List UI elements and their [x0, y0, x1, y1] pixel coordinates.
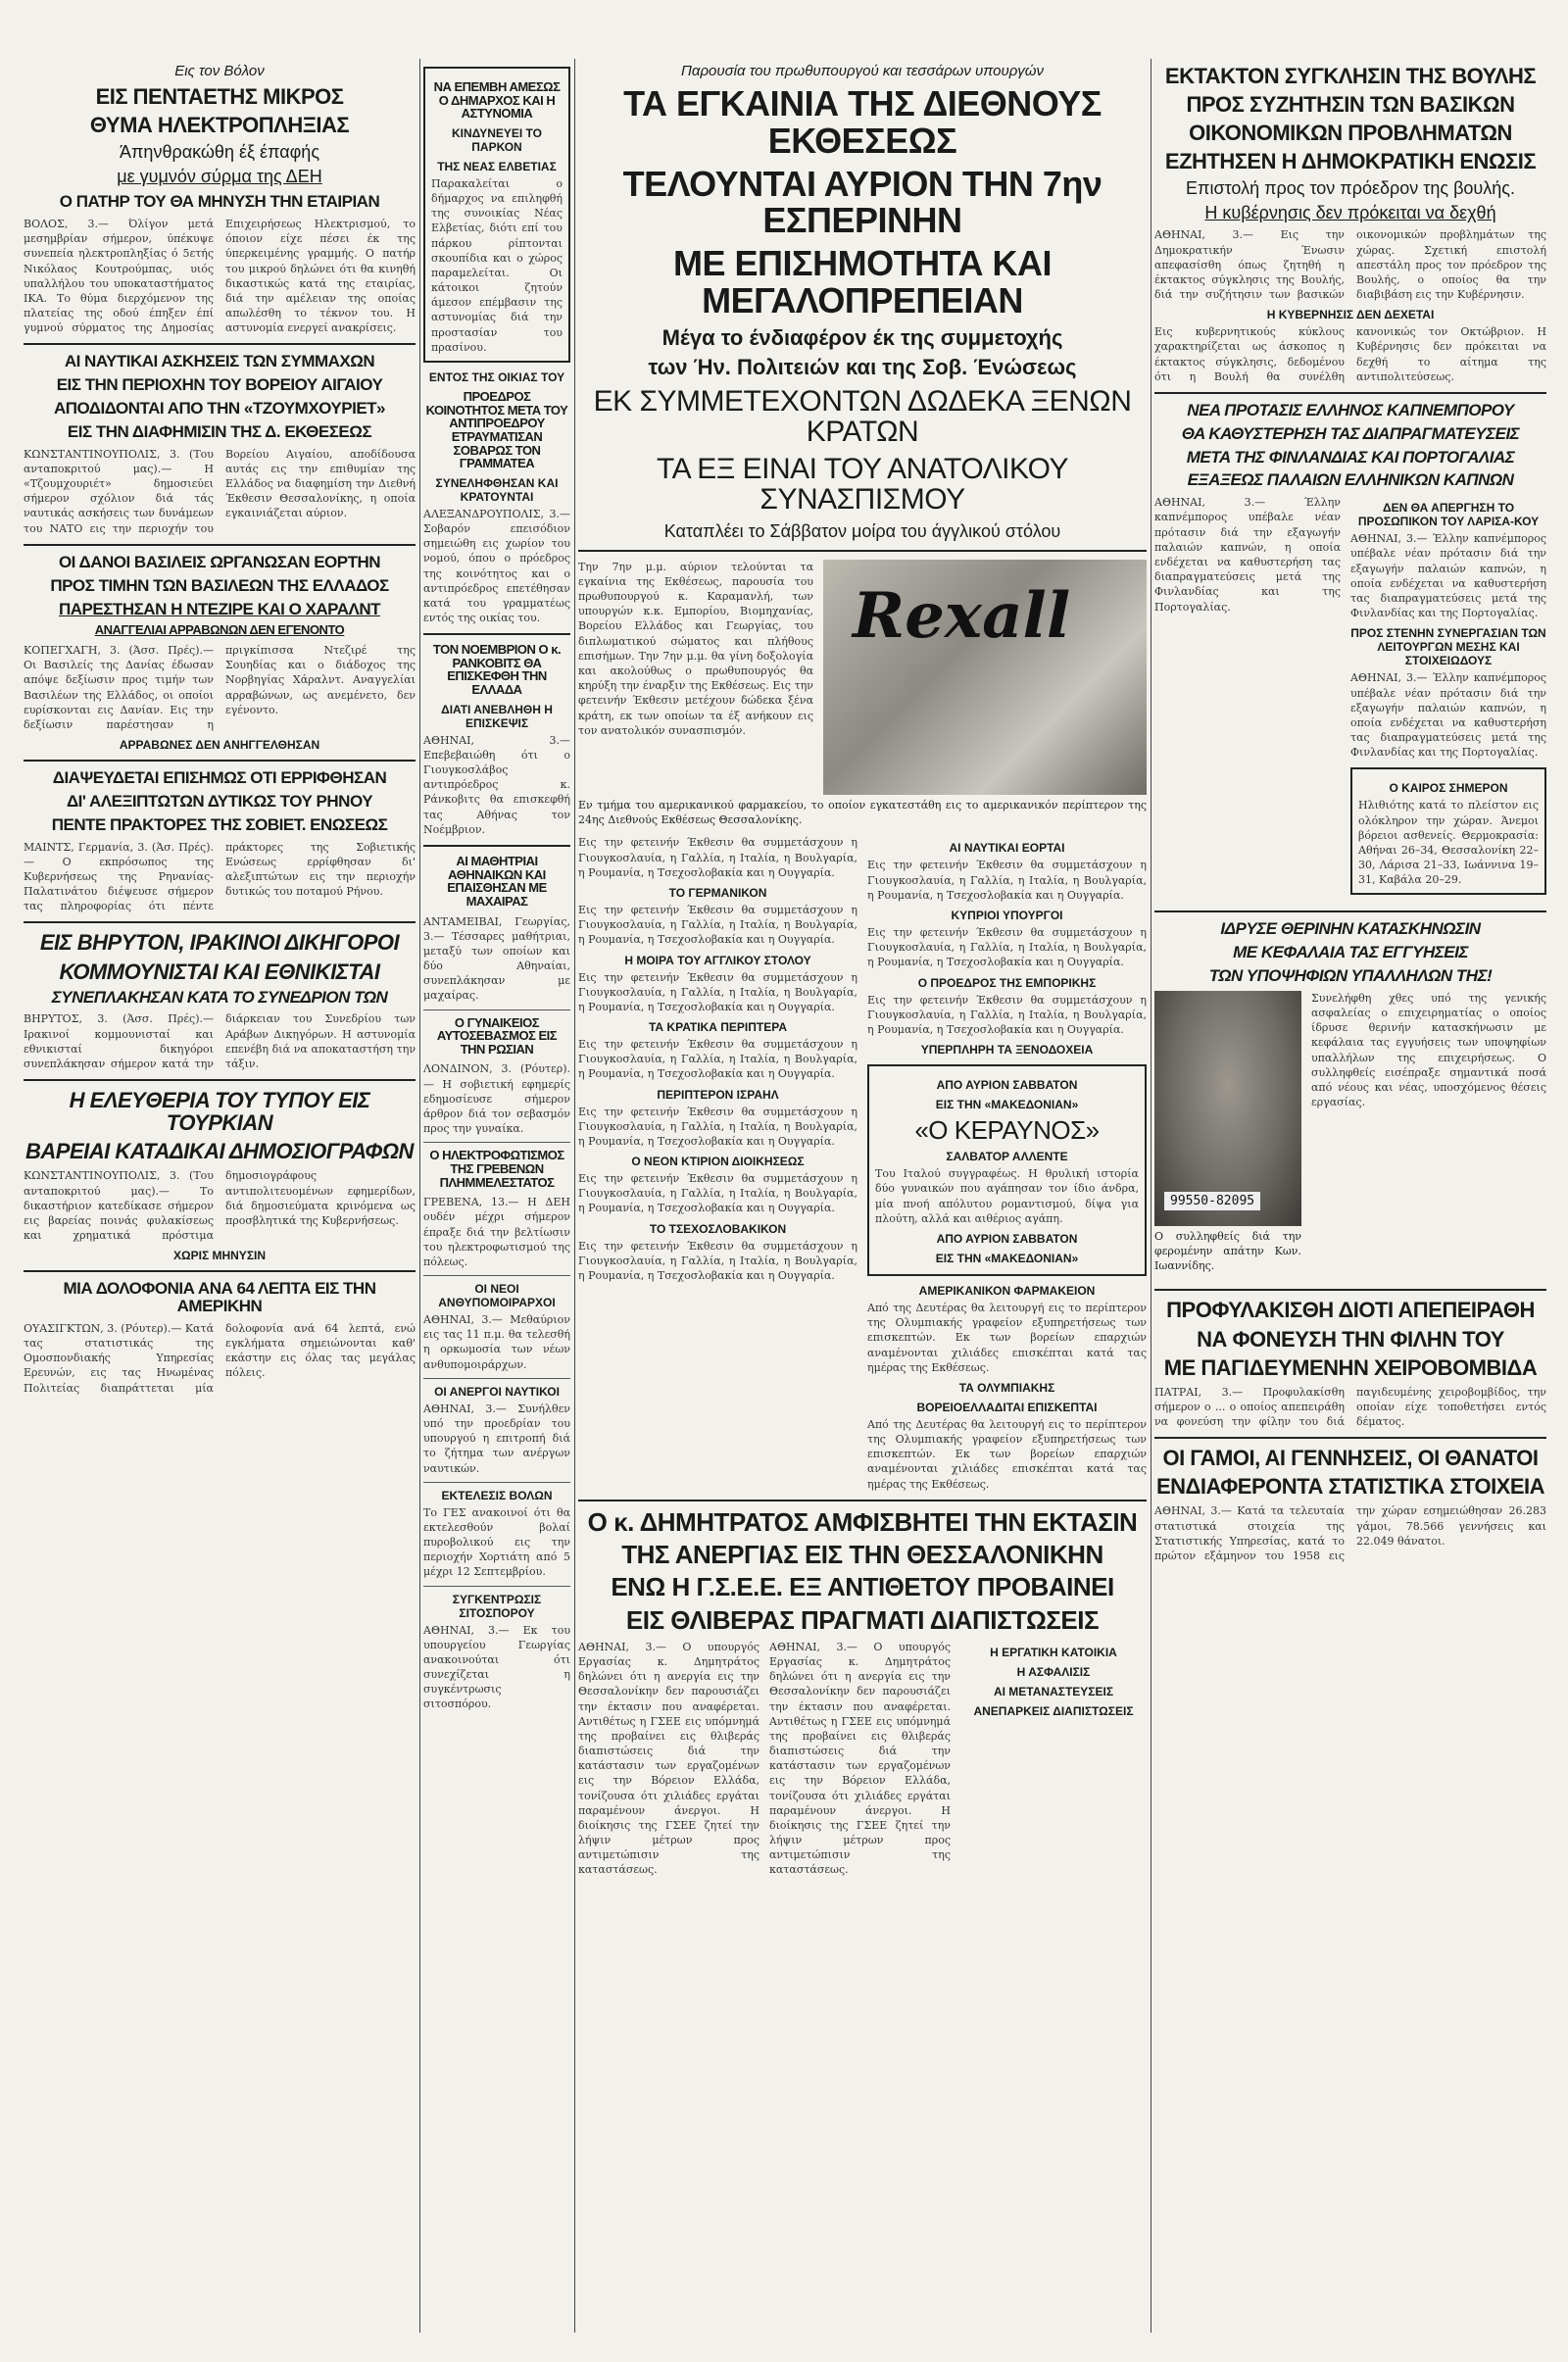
subheading: Ο ΠΡΟΕΔΡΟΣ ΤΗΣ ΕΜΠΟΡΙΚΗΣ: [917, 975, 1097, 990]
headline: ΙΔΡΥΣΕ ΘΕΡΙΝΗΝ ΚΑΤΑΣΚΗΝΩΣΙΝ: [1220, 919, 1481, 939]
article-kicker: Παρουσία του πρωθυπουργού και τεσσάρων υπουργών: [681, 63, 1044, 79]
headline: ΑΙ ΝΑΥΤΙΚΑΙ ΑΣΚΗΣΕΙΣ ΤΩΝ ΣΥΜΜΑΧΩΝ: [64, 352, 375, 371]
narrow-column: [423, 59, 570, 2333]
article-body: Εις την φετεινήν Έκθεσιν θα συμμετάσχουν η Γιουγκοσλαυία, η Γαλλία, η Ιταλία, η Βουλγαρία, η Ρουμανία, η Τσεχοσλοβακία και η Ουγγαρία.: [578, 1172, 858, 1215]
rexall-sign: Rexall: [853, 578, 1071, 653]
divider: [24, 1079, 416, 1081]
right-column: [1154, 59, 1546, 2333]
subheading: Ο ΝΕΟΝ ΚΤΙΡΙΟΝ ΔΙΟΙΚΗΣΕΩΣ: [631, 1155, 805, 1169]
deck: Καταπλέει το Σάββατον μοίρα του άγγλικού στόλου: [663, 520, 1061, 541]
divider: [423, 845, 570, 847]
headline: ΕΚ ΣΥΜΜΕΤΕΧΟΝΤΩΝ ΔΩΔΕΚΑ ΞΕΝΩΝ ΚΡΑΤΩΝ: [593, 384, 1132, 449]
article-body: Από της Δευτέρας θα λειτουργή εις το περίπτερον της Ολυμπιακής γραφείον εξυπηρετήσεως των επισκεπτών. Εκ των βορείων επαρχιών αναμένονται χιλιάδες επισκέπται κατά τας ημέρας της Εκθέσεως.: [867, 1302, 1147, 1374]
deck: Άπηνθρακώθη έξ έπαφής: [120, 142, 319, 163]
article-body: ΑΘΗΝΑΙ, 3.— Συνήλθεν υπό την προεδρίαν του υπουργού η επιτροπή διά το ζήτημα των ανέργων ναυτικών.: [423, 1402, 570, 1475]
serial-announcement: [867, 1064, 1147, 1276]
headline: ΕΞΑΞΕΩΣ ΠΑΛΑΙΩΝ ΕΛΛΗΝΙΚΩΝ ΚΑΠΝΩΝ: [1187, 470, 1514, 490]
headline: ΝΕΑ ΠΡΟΤΑΣΙΣ ΕΛΛΗΝΟΣ ΚΑΠΝΕΜΠΟΡΟΥ: [1187, 400, 1514, 419]
subheading: ΑΙ ΜΕΤΑΝΑΣΤΕΥΣΕΙΣ: [993, 1684, 1114, 1698]
sub-column: [960, 1640, 1147, 1878]
suspect-photo: [1154, 991, 1301, 1226]
headline: ΕΙΣ ΘΛΙΒΕΡΑΣ ΠΡΑΓΜΑΤΙ ΔΙΑΠΙΣΤΩΣΕΙΣ: [625, 1604, 1100, 1635]
divider: [24, 544, 416, 546]
article-body: ΟΥΑΣΙΓΚΤΩΝ, 3. (Ρόυτερ).— Κατά τας στατιστικάς της Ομοσπονδιακής Υπηρεσίας Ερευνών, εις τας Ηνωμένας Πολιτείας διαπράττεται μία δολοφονία ανά 64 λεπτά, ενώ εγκλήματα σημειώνονται καθ' εκάστην εις όλας τας μεγάλας πόλεις.: [24, 1321, 416, 1395]
subheading: ΔΕΝ ΘΑ ΑΠΕΡΓΗΣΗ ΤΟ ΠΡΟΣΩΠΙΚΟΝ ΤΟΥ ΛΑΡΙΣΑ-ΚΟΥ: [1357, 501, 1540, 529]
boxed-item: [423, 67, 570, 363]
unemployment-story: [578, 1640, 1147, 1878]
headline: ΕΖΗΤΗΣΕΝ Η ΔΗΜΟΚΡΑΤΙΚΗ ΕΝΩΣΙΣ: [1164, 149, 1537, 174]
article-body: ΑΘΗΝΑΙ, 3.— Κατά τα τελευταία στατιστικά στοιχεία της Στατιστικής Υπηρεσίας, κατά το πρώτον εξάμηνον του 1958 εις την χώραν εσημειώθησαν 26.283 γάμοι, 78.566 γεννήσεις και 22.049 θάνατοι.: [1154, 1504, 1546, 1562]
divider: [423, 1142, 570, 1143]
article-body: ΜΑΙΝΤΣ, Γερμανία, 3. (Άσ. Πρές).— Ο εκπρόσωπος της Κυβερνήσεως της Ρηνανίας-Παλατινάτου διέψευσε σήμερον τας πληροφορίας ότι πέντε πράκτορες της Σοβιετικής Ενώσεως ερρίφθησαν δι' αλεξιπτώτων εις την περιοχήν δυτικώς του ποταμού Ρήνου.: [24, 840, 416, 913]
headline: ΜΙΑ ΔΟΛΟΦΟΝΙΑ ΑΝΑ 64 ΛΕΠΤΑ ΕΙΣ ΤΗΝ ΑΜΕΡΙΚΗΝ: [63, 1279, 376, 1316]
subheading: ΕΝΤΟΣ ΤΗΣ ΟΙΚΙΑΣ ΤΟΥ: [428, 369, 565, 384]
portrait-block: [1154, 991, 1301, 1282]
column-rule: [419, 59, 420, 2333]
subheading: ΣΥΓΚΕΝΤΡΩΣΙΣ ΣΙΤΟΣΠΟΡΟΥ: [452, 1592, 542, 1620]
headline: ΕΝΔΙΑΦΕΡΟΝΤΑ ΣΤΑΤΙΣΤΙΚΑ ΣΤΟΙΧΕΙΑ: [1155, 1474, 1545, 1500]
sub-stories: [578, 835, 1147, 1491]
article-body: ΑΘΗΝΑΙ, 3.— Ο υπουργός Εργασίας κ. Δημητράτος δηλώνει ότι η ανεργία εις την Θεσσαλονίκην δεν παρουσιάζει την έκτασιν που αναφέρεται. Αντιθέτως η ΓΣΕΕ εις υπόμνημά της προβαίνει εις θλιβεράς διαπιστώσεις διά την κατάστασιν των εργαζομένων εις την Βόρειον Ελλάδα, τονίζουσα ότι χιλιάδες εργάται παραμένουν άνεργοι. Η διοίκησις της ΓΣΕΕ ζητεί την λήψιν μέτρων προς αντιμετώπισιν της καταστάσεως.: [578, 1640, 760, 1877]
lead-headline: ΤΑ ΕΓΚΑΙΝΙΑ ΤΗΣ ΔΙΕΘΝΟΥΣ ΕΚΘΕΣΕΩΣ: [623, 83, 1102, 161]
headline: ΠΡΟΣ ΣΥΖΗΤΗΣΙΝ ΤΩΝ ΒΑΣΙΚΩΝ: [1186, 92, 1515, 118]
divider: [24, 760, 416, 762]
headline: ΣΥΝΕΠΛΑΚΗΣΑΝ ΚΑΤΑ ΤΟ ΣΥΝΕΔΡΙΟΝ ΤΩΝ: [51, 987, 388, 1007]
headline: ΟΙΚΟΝΟΜΙΚΩΝ ΠΡΟΒΛΗΜΑΤΩΝ: [1189, 121, 1512, 146]
article-body: ΑΛΕΞΑΝΔΡΟΥΠΟΛΙΣ, 3.— Σοβαρόν επεισόδιον σημειώθη εις χωρίον του νομού, όπου ο πρόεδρος της κοινότητος και ο αντιπρόεδρος επετέθησαν κατά του γραμματέως εντός της οικίας του.: [423, 507, 570, 625]
camp-story: [1154, 991, 1546, 1282]
article-kicker: Εις τον Βόλον: [174, 63, 265, 79]
lead-headline: ΜΕ ΕΠΙΣΗΜΟΤΗΤΑ ΚΑΙ ΜΕΓΑΛΟΠΡΕΠΕΙΑΝ: [673, 243, 1052, 320]
headline: ΟΙ ΓΑΜΟΙ, ΑΙ ΓΕΝΝΗΣΕΙΣ, ΟΙ ΘΑΝΑΤΟΙ: [1162, 1446, 1539, 1471]
headline: ΝΑ ΦΟΝΕΥΣΗ ΤΗΝ ΦΙΛΗΝ ΤΟΥ: [1197, 1326, 1504, 1352]
column-rule: [574, 59, 575, 2333]
serial-title: «Ο ΚΕΡΑΥΝΟΣ»: [914, 1115, 1100, 1146]
headline: ΕΙΣ ΤΗΝ ΠΕΡΙΟΧΗΝ ΤΟΥ ΒΟΡΕΙΟΥ ΑΙΓΑΙΟΥ: [56, 375, 383, 395]
serial-author: ΣΑΛΒΑΤΟΡ ΑΛΛΕΝΤΕ: [946, 1150, 1068, 1164]
subheading: ΚΥΠΡΙΟΙ ΥΠΟΥΡΓΟΙ: [951, 908, 1063, 922]
headline: ΔΙΑΨΕΥΔΕΤΑΙ ΕΠΙΣΗΜΩΣ ΟΤΙ ΕΡΡΙΦΘΗΣΑΝ: [52, 768, 387, 788]
subheading: ΔΙΑΤΙ ΑΝΕΒΛΗΘΗ Η ΕΠΙΣΚΕΨΙΣ: [441, 702, 553, 730]
subheading: Η ΕΡΓΑΤΙΚΗ ΚΑΤΟΙΚΙΑ: [990, 1645, 1117, 1659]
article-body: ΑΘΗΝΑΙ, 3.— Έλλην καπνέμπορος υπέβαλε νέαν πρότασιν διά την εξαγωγήν παλαιών καπνών, η οποία ενδέχεται να καθυστερήση τας διαπραγματεύσεις μετά της Φινλανδίας και της Πορτογαλίας.: [1154, 496, 1341, 614]
deck: των Ήν. Πολιτειών και της Σοβ. Ένώσεως: [648, 354, 1077, 379]
subheading: Η ΚΥΒΕΡΝΗΣΙΣ ΔΕΝ ΔΕΧΕΤΑΙ: [1266, 308, 1435, 322]
article-body: ΑΘΗΝΑΙ, 3.— Εις την Δημοκρατικήν Ένωσιν απεφασίσθη όπως ζητηθή η έκτακτος σύγκλησις της Βουλής, διά την συζήτησιν των βασικών οικονομικών προβλημάτων της χώρας. Σχετική επιστολή απεστάλη προς τον πρόεδρον της Βουλής, ο οποίος θα την διαβιβάση εις την Κυβέρνησιν.: [1154, 228, 1546, 302]
subheading: ΤΟ ΓΕΡΜΑΝΙΚΟΝ: [668, 885, 767, 900]
article-body: Εις την φετεινήν Έκθεσιν θα συμμετάσχουν η Γιουγκοσλαυία, η Γαλλία, η Ιταλία, η Βουλγαρία, η Ρουμανία, η Τσεχοσλοβακία και η Ουγγαρία.: [578, 836, 858, 879]
headline: ΜΕ ΠΑΓΙΔΕΥΜΕΝΗΝ ΧΕΙΡΟΒΟΜΒΙΔΑ: [1163, 1354, 1538, 1380]
subheading: ΒΟΡΕΙΟΕΛΛΑΔΙΤΑΙ ΕΠΙΣΚΕΠΤΑΙ: [916, 1400, 1098, 1414]
article-body: ΑΘΗΝΑΙ, 3.— Έλλην καπνέμπορος υπέβαλε νέαν πρότασιν διά την εξαγωγήν παλαιών καπνών, η οποία ενδέχεται να καθυστερήση τας διαπραγματεύσεις μετά της Φινλανδίας και της Πορτογαλίας.: [1350, 671, 1546, 760]
deck: Η κυβέρνησις δεν πρόκειται να δεχθή: [1204, 203, 1496, 223]
sub-column: [867, 835, 1147, 1491]
article-body: ΑΘΗΝΑΙ, 3.— Μεθαύριον εις τας 11 π.μ. θα τελεσθή η ορκωμοσία των νέων ανθυπομοιράρχων.: [423, 1313, 570, 1371]
article-body: Συνελήφθη χθες υπό της γενικής ασφαλείας ο επιχειρηματίας ο οποίος ίδρυσε θερινήν κατασκήνωσιν με κεφάλαια τας εγγυήσεις των υποψηφίων υπαλλήλων της επιχειρήσεως. Ο συλληφθείς εισέπραξε σημαντικά ποσά από νέους και νέας, υποσχόμενος θέσεις εργασίας.: [1311, 991, 1546, 1109]
headline: Ο κ. ΔΗΜΗΤΡΑΤΟΣ ΑΜΦΙΣΒΗΤΕΙ ΤΗΝ ΕΚΤΑΣΙΝ: [587, 1506, 1138, 1537]
article-body: Από της Δευτέρας θα λειτουργή εις το περίπτερον της Ολυμπιακής γραφείον εξυπηρετήσεως των επισκεπτών. Εκ των βορείων επαρχιών αναμένονται χιλιάδες επισκέπται κατά τας ημέρας της Εκθέσεως.: [867, 1417, 1147, 1491]
subheading: ΤΑ ΚΡΑΤΙΚΑ ΠΕΡΙΠΤΕΡΑ: [648, 1020, 787, 1035]
article-body: Εις την φετεινήν Έκθεσιν θα συμμετάσχουν η Γιουγκοσλαυία, η Γαλλία, η Ιταλία, η Βουλγαρία, η Ρουμανία, η Τσεχοσλοβακία και η Ουγγαρία.: [578, 1038, 858, 1081]
article-body: Εις την φετεινήν Έκθεσιν θα συμμετάσχουν η Γιουγκοσλαυία, η Γαλλία, η Ιταλία, η Βουλγαρία, η Ρουμανία, η Τσεχοσλοβακία και η Ουγγαρία.: [578, 903, 858, 947]
divider: [423, 633, 570, 635]
article-body: Εις κυβερνητικούς κύκλους χαρακτηρίζεται ως άσκοπος η έκτακτος σύγκλησις, δεδομένου ότι η Βουλή θα συνέλθη κανονικώς τον Οκτώβριον. Η Κυβέρνησις δεν πρόκειται να δεχθή το αίτημα της αντιπολιτεύσεως.: [1154, 325, 1546, 383]
headline: ΠΕΝΤΕ ΠΡΑΚΤΟΡΕΣ ΤΗΣ ΣΟΒΙΕΤ. ΕΝΩΣΕΩΣ: [51, 814, 388, 834]
subheading: ΑΝΕΠΑΡΚΕΙΣ ΔΙΑΠΙΣΤΩΣΕΙΣ: [973, 1703, 1134, 1718]
divider: [423, 1275, 570, 1276]
headline: ΕΙΣ ΒΗΡΥΤΟΝ, ΙΡΑΚΙΝΟΙ ΔΙΚΗΓΟΡΟΙ: [39, 930, 400, 956]
divider: [1154, 1289, 1546, 1291]
article-body: ΚΩΝΣΤΑΝΤΙΝΟΥΠΟΛΙΣ, 3. (Του ανταποκριτού μας).— Η «Τζουμχουριέτ» δημοσιεύει σήμερον σχόλιον διά τάς ναυτικάς ασκήσεις των δυνάμεων του ΝΑΤΟ εις την περιοχήν του Βορείου Αιγαίου, αποδίδουσα αυτάς εις την επιθυμίαν της Ελλάδος να διαφημίση την Διεθνή Έκθεσιν Θεσσαλονίκης, η οποία εγκαινιάζεται αύριον.: [24, 447, 416, 535]
headline: ΠΑΡΕΣΤΗΣΑΝ Η ΝΤΕΖΙΡΕ ΚΑΙ Ο ΧΑΡΑΛΝΤ: [59, 599, 380, 618]
article-body: ΓΡΕΒΕΝΑ, 13.— Η ΔΕΗ ουδέν μέχρι σήμερον έπραξε διά την βελτίωσιν του ηλεκτροφωτισμού της πόλεως.: [423, 1196, 570, 1268]
subheading: ΟΙ ΝΕΟΙ ΑΝΘΥΠΟΜΟΙΡΑΡΧΟΙ: [438, 1282, 556, 1310]
headline: ΠΡΟΦΥΛΑΚΙΣΘΗ ΔΙΟΤΙ ΑΠΕΠΕΙΡΑΘΗ: [1166, 1298, 1535, 1323]
headline: Ο ΠΑΤΗΡ ΤΟΥ ΘΑ ΜΗΝΥΣΗ ΤΗΝ ΕΤΑΙΡΙΑΝ: [59, 192, 380, 212]
photo-caption: Εν τμήμα του αμερικανικού φαρμακείου, το οποίον εγκατεστάθη εις το αμερικανικόν περίπτερον της 24ης Διεθνούς Εκθέσεως Θεσσαλονίκης.: [578, 798, 1147, 826]
headline: ΠΡΟΣ ΤΙΜΗΝ ΤΩΝ ΒΑΣΙΛΕΩΝ ΤΗΣ ΕΛΛΑΔΟΣ: [50, 575, 389, 595]
sub-column: [769, 1640, 951, 1878]
subheading: ΟΙ ΑΝΕΡΓΟΙ ΝΑΥΤΙΚΟΙ: [434, 1384, 560, 1399]
box-footer: ΕΙΣ ΤΗΝ «ΜΑΚΕΔΟΝΙΑΝ»: [935, 1252, 1079, 1265]
headline: Ο ΓΥΝΑΙΚΕΙΟΣ ΑΥΤΟΣΕΒΑΣΜΟΣ ΕΙΣ ΤΗΝ ΡΩΣΙΑΝ: [436, 1014, 558, 1057]
subheading: ΧΩΡΙΣ ΜΗΝΥΣΙΝ: [172, 1249, 267, 1263]
divider: [1154, 910, 1546, 912]
headline: ΟΙ ΔΑΝΟΙ ΒΑΣΙΛΕΙΣ ΩΡΓΑΝΩΣΑΝ ΕΟΡΤΗΝ: [58, 552, 381, 571]
subheading: ΠΕΡΙΠΤΕΡΟΝ ΙΣΡΑΗΛ: [657, 1087, 779, 1102]
subheading: Η ΑΣΦΑΛΙΣΙΣ: [1016, 1664, 1091, 1679]
article-body: ΚΩΝΣΤΑΝΤΙΝΟΥΠΟΛΙΣ, 3. (Του ανταποκριτού μας).— Το δικαστήριον κατεδίκασε σήμερον εις βαρείας ποινάς φυλακίσεως και χρηματικά πρόστιμα δημοσιογράφους αντιπολιτευομένων εφημερίδων, διά δημοσιεύματα κρινόμενα ως προσβλητικά της Κυβερνήσεως.: [24, 1169, 416, 1243]
lead-headline: ΤΕΛΟΥΝΤΑΙ ΑΥΡΙΟΝ ΤΗΝ 7ην ΕΣΠΕΡΙΝΗΝ: [622, 163, 1102, 241]
divider: [423, 1378, 570, 1379]
main-column: [578, 59, 1147, 2333]
subheading: ΤΗΣ ΝΕΑΣ ΕΛΒΕΤΙΑΣ: [437, 159, 557, 173]
weather-box: [1350, 767, 1546, 895]
headline: ΜΕΤΑ ΤΗΣ ΦΙΝΛΑΝΔΙΑΣ ΚΑΙ ΠΟΡΤΟΓΑΛΙΑΣ: [1186, 447, 1515, 467]
headline: ΠΡΟΕΔΡΟΣ ΚΟΙΝΟΤΗΤΟΣ ΜΕΤΑ ΤΟΥ ΑΝΤΙΠΡΟΕΔΡΟΥ ΕΤΡΑΥΜΑΤΙΣΑΝ ΣΟΒΑΡΩΣ ΤΟΝ ΓΡΑΜΜΑΤΕΑ: [425, 388, 568, 471]
deck: με γυμνόν σύρμα της ΔΕΗ: [117, 167, 322, 187]
subheading: ΚΙΝΔΥΝΕΥΕΙ ΤΟ ΠΑΡΚΟΝ: [452, 125, 542, 154]
article-body: ΛΟΝΔΙΝΟΝ, 3. (Ρόυτερ).— Η σοβιετική εφημερίς εδημοσίευσε σήμερον άρθρον διά τον σεβασμόν προς την γυναίκα.: [423, 1062, 570, 1136]
headline: Ο ΗΛΕΚΤΡΟΦΩΤΙΣΜΟΣ ΤΗΣ ΓΡΕΒΕΝΩΝ ΠΛΗΜΜΕΛΕΣΤΑΤΟΣ: [429, 1148, 564, 1190]
headline: ΘΥΜΑ ΗΛΕΚΤΡΟΠΛΗΞΙΑΣ: [89, 113, 350, 138]
subheading: ΕΚΤΕΛΕΣΙΣ ΒΟΛΩΝ: [441, 1488, 553, 1502]
box-footer: ΑΠΟ ΑΥΡΙΟΝ ΣΑΒΒΑΤΟΝ: [936, 1232, 1078, 1246]
headline: ΝΑ ΕΠΕΜΒΗ ΑΜΕΣΩΣ Ο ΔΗΜΑΡΧΟΣ ΚΑΙ Η ΑΣΤΥΝΟΜΙΑ: [433, 79, 561, 122]
headline: ΕΙΣ ΤΗΝ ΔΙΑΦΗΜΙΣΙΝ ΤΗΣ Δ. ΕΚΘΕΣΕΩΣ: [67, 421, 372, 441]
headline: ΤΗΣ ΑΝΕΡΓΙΑΣ ΕΙΣ ΤΗΝ ΘΕΣΣΑΛΟΝΙΚΗΝ: [621, 1540, 1103, 1570]
box-kicker: ΕΙΣ ΤΗΝ «ΜΑΚΕΔΟΝΙΑΝ»: [935, 1098, 1079, 1112]
article-body: Εις την φετεινήν Έκθεσιν θα συμμετάσχουν η Γιουγκοσλαυία, η Γαλλία, η Ιταλία, η Βουλγαρία, η Ρουμανία, η Τσεχοσλοβακία και η Ουγγαρία.: [578, 1239, 858, 1282]
headline: ΤΑ ΕΞ ΕΙΝΑΙ ΤΟΥ ΑΝΑΤΟΛΙΚΟΥ ΣΥΝΑΣΠΙΣΜΟΥ: [657, 452, 1068, 517]
headline: ΕΝΩ Η Γ.Σ.Ε.Ε. ΕΞ ΑΝΤΙΘΕΤΟΥ ΠΡΟΒΑΙΝΕΙ: [611, 1572, 1114, 1602]
article-body: ΠΑΤΡΑΙ, 3.— Προφυλακίσθη σήμερον ο ... ο οποίος απεπειράθη να φονεύση την φίλην του διά παγιδευμένης χειροβομβίδος, την οποίαν είχε τοποθετήσει εντός δέματος.: [1154, 1385, 1546, 1429]
article-body: Εις την φετεινήν Έκθεσιν θα συμμετάσχουν η Γιουγκοσλαυία, η Γαλλία, η Ιταλία, η Βουλγαρία, η Ρουμανία, η Τσεχοσλοβακία και η Ουγγαρία.: [578, 1105, 858, 1148]
article-body: Εις την φετεινήν Έκθεσιν θα συμμετάσχουν η Γιουγκοσλαυία, η Γαλλία, η Ιταλία, η Βουλγαρία, η Ρουμανία, η Τσεχοσλοβακία και η Ουγγαρία.: [867, 993, 1147, 1036]
subheading: ΥΠΕΡΠΛΗΡΗ ΤΑ ΞΕΝΟΔΟΧΕΙΑ: [920, 1043, 1094, 1058]
lead-story: [578, 560, 1147, 795]
photo-caption: Ο συλληφθείς διά την φερομένην απάτην Κων. Ιωαννίδης.: [1154, 1229, 1301, 1272]
deck: Επιστολή προς τον πρόεδρον της βουλής.: [1186, 178, 1515, 199]
tobacco-story: [1154, 495, 1546, 903]
headline: ΘΑ ΚΑΘΥΣΤΕΡΗΣΗ ΤΑΣ ΔΙΑΠΡΑΓΜΑΤΕΥΣΕΙΣ: [1181, 423, 1520, 443]
divider: [423, 1482, 570, 1483]
headline: ΤΟΝ ΝΟΕΜΒΡΙΟΝ Ο κ. ΡΑΝΚΟΒΙΤΣ ΘΑ ΕΠΙΣΚΕΦΘΗ ΤΗΝ ΕΛΛΑΔΑ: [432, 642, 562, 698]
headline: ΜΕ ΚΕΦΑΛΑΙΑ ΤΑΣ ΕΓΓΥΗΣΕΙΣ: [1233, 943, 1468, 962]
divider: [24, 921, 416, 923]
article-body: ΑΘΗΝΑΙ, 3.— Επεβεβαιώθη ότι ο Γιουγκοσλάβος αντιπρόεδρος κ. Ράνκοβιτς θα επισκεφθή τας Αθήνας τον Νοέμβριον.: [423, 733, 570, 836]
article-body: ΑΘΗΝΑΙ, 3.— Έλλην καπνέμπορος υπέβαλε νέαν πρότασιν διά την εξαγωγήν παλαιών καπνών, η οποία ενδέχεται να καθυστερήση τας διαπραγματεύσεις μετά της Φινλανδίας και της Πορτογαλίας.: [1350, 532, 1546, 620]
subheading: ΑΙ ΝΑΥΤΙΚΑΙ ΕΟΡΤΑΙ: [949, 841, 1065, 856]
headline: ΑΝΑΓΓΕΛΙΑΙ ΑΡΡΑΒΩΝΩΝ ΔΕΝ ΕΓΕΝΟΝΤΟ: [94, 622, 345, 638]
exhibition-photo: [823, 560, 1147, 795]
subheading: ΤΟ ΤΣΕΧΟΣΛΟΒΑΚΙΚΟΝ: [649, 1221, 787, 1236]
subheading: Η ΜΟΙΡΑ ΤΟΥ ΑΓΓΛΙΚΟΥ ΣΤΟΛΟΥ: [624, 953, 811, 967]
box-kicker: ΑΠΟ ΑΥΡΙΟΝ ΣΑΒΒΑΤΟΝ: [936, 1078, 1078, 1093]
article-body: Το ΓΕΣ ανακοινοί ότι θα εκτελεσθούν βολαί πυροβολικού εις την περιοχήν Χορτιάτη από 5 μέχρι 12 Σεπτεμβρίου.: [423, 1505, 570, 1579]
subheading: ΑΡΡΑΒΩΝΕΣ ΔΕΝ ΑΝΗΓΓΕΛΘΗΣΑΝ: [119, 738, 320, 753]
divider: [24, 1270, 416, 1272]
subheading: Ο ΚΑΙΡΟΣ ΣΗΜΕΡΟΝ: [1389, 781, 1508, 796]
headline: ΑΠΟΔΙΔΟΝΤΑΙ ΑΠΟ ΤΗΝ «ΤΖΟΥΜΧΟΥΡΙΕΤ»: [53, 399, 386, 418]
article-body: ΑΝΤΑΜΕΙΒΑΙ, Γεωργίας, 3.— Τέσσαρες μαθήτριαι, μεταξύ των οποίων και δύο Αθηναίαι, συνεπλάκησαν με μαχαίρας.: [423, 914, 570, 1003]
article-body: Την 7ην μ.μ. αύριον τελούνται τα εγκαίνια της Εκθέσεως, παρουσία του πρωθυπουργού κ. Καραμανλή, των υπουργών κ.κ. Εμπορίου, Βιομηχανίας, Βορείου Ελλάδος και Γεωργίας, του διπλωματικού σώματος και πλήθους επισήμων. Την 7ην μ.μ. θα γίνη δοξολογία και ακολούθως ο πρωθυπουργός θα κηρύξη την έναρξιν της Εκθέσεως. Εις την φετεινήν Έκθεσιν μετέχουν δώδεκα ξένα κράτη, εκ των οποίων τα έξ ανήκουν εις τον ανατολικόν συνασπισμόν.: [578, 560, 813, 737]
article-body: ΑΘΗΝΑΙ, 3.— Ο υπουργός Εργασίας κ. Δημητράτος δηλώνει ότι η ανεργία εις την Θεσσαλονίκην δεν παρουσιάζει την έκτασιν που αναφέρεται. Αντιθέτως η ΓΣΕΕ εις υπόμνημά της προβαίνει εις θλιβεράς διαπιστώσεις διά την κατάστασιν των εργαζομένων εις την Βόρειον Ελλάδα, τονίζουσα ότι χιλιάδες εργάται παραμένουν άνεργοι. Η διοίκησις της ΓΣΕΕ ζητεί την λήψιν μέτρων προς αντιμετώπισιν της καταστάσεως.: [769, 1640, 951, 1877]
photo-block: [823, 560, 1147, 795]
headline: ΕΚΤΑΚΤΟΝ ΣΥΓΚΛΗΣΙΝ ΤΗΣ ΒΟΥΛΗΣ: [1164, 64, 1537, 88]
article-body: Εις την φετεινήν Έκθεσιν θα συμμετάσχουν η Γιουγκοσλαυία, η Γαλλία, η Ιταλία, η Βουλγαρία, η Ρουμανία, η Τσεχοσλοβακία και η Ουγγαρία.: [867, 859, 1147, 902]
headline: ΑΙ ΜΑΘΗΤΡΙΑΙ ΑΘΗΝΑΙΚΩΝ ΚΑΙ ΕΠΑΙΣΘΗΣΑΝ ΜΕ ΜΑΧΑΙΡΑΣ: [447, 853, 547, 909]
article-body: ΒΗΡΥΤΟΣ, 3. (Άσσ. Πρές).— Ιρακινοί κομμουνισταί και εθνικισταί δικηγόροι συνεπλάκησαν σήμερον κατά την διάρκειαν του Συνεδρίου των Αράβων Δικηγόρων. Η αστυνομία επενέβη διά να αποκαταστήση την τάξιν.: [24, 1012, 416, 1070]
article-body: ΚΟΠΕΓΧΑΓΗ, 3. (Άσσ. Πρές).— Οι Βασιλείς της Δανίας έδωσαν απόψε δεξίωσιν προς τιμήν των Βασιλέων της Ελλάδος, οι οποίοι ευρίσκονται εις Δανίαν. Εις την δεξίωσιν παρέστησαν η πριγκίπισσα Ντεζιρέ της Σουηδίας και ο διάδοχος της Νορβηγίας Χάραλντ. Αναγγελίαι αρραβώνων, ως ανεμένετο, δεν εγένοντο.: [24, 643, 416, 731]
id-plate: 99550-82095: [1164, 1192, 1260, 1210]
article-body: Παρακαλείται ο δήμαρχος να επιληφθή της συνοικίας Νέας Ελβετίας, διότι επί του πάρκου ρίπτονται σκουπίδια και ο χώρος παραμελείται. Οι κάτοικοι ζητούν άμεσον επέμβασιν της αστυνομίας διά την προστασίαν του πρασίνου.: [431, 176, 563, 354]
article-body: ΒΟΛΟΣ, 3.— Όλίγον μετά μεσημβρίαν σήμερον, ύπέκυψε συνεπεία ηλεκτροπληξίας ό 5ετής Νικόλαος Κουτρούμπας, υιός υπαλλήλου του υποκαταστήματος ΙΚΑ. Το θύμα διερχόμενον της πλατείας της οδού έπηξεν έπί γυμνού σύρματος της Δημοσίας Επιχειρήσεως Ηλεκτρισμού, το όποιον είχε πέσει έκ της ύπερκειμένης γραμμής. Ο πατήρ του μικρού δηλώνει ότι θα κινηθή δικαστικώς κατά της εταιρίας, διά την αμέλειαν της οποίας απωλέσθη το τέκνον του. Η αστυνομία ενεργεί ανακρίσεις.: [24, 218, 416, 335]
divider: [1154, 1437, 1546, 1439]
headline: ΒΑΡΕΙΑΙ ΚΑΤΑΔΙΚΑΙ ΔΗΜΟΣΙΟΓΡΑΦΩΝ: [25, 1139, 414, 1164]
column-rule: [1151, 59, 1152, 2333]
divider: [1154, 392, 1546, 394]
divider: [578, 1500, 1147, 1501]
subheading: ΑΜΕΡΙΚΑΝΙΚΟΝ ΦΑΡΜΑΚΕΙΟΝ: [918, 1284, 1096, 1298]
subheading: ΤΑ ΟΛΥΜΠΙΑΚΗΣ: [958, 1380, 1055, 1395]
divider: [423, 1009, 570, 1010]
divider: [423, 1586, 570, 1587]
deck: Μέγα το ένδιαφέρον έκ της συμμετοχής: [662, 324, 1063, 350]
divider: [578, 550, 1147, 552]
headline: ΚΟΜΜΟΥΝΙΣΤΑΙ ΚΑΙ ΕΘΝΙΚΙΣΤΑΙ: [59, 959, 380, 984]
divider: [24, 343, 416, 345]
headline: ΔΙ' ΑΛΕΞΙΠΤΩΤΩΝ ΔΥΤΙΚΩΣ ΤΟΥ ΡΗΝΟΥ: [66, 791, 373, 811]
serial-text: Του Ιταλού συγγραφέως. Η θρυλική ιστορία δύο γυναικών που αγάπησαν τον ίδιο άνδρα, μία πνοή απόλυτου ρομαντισμού, δίψα για πλούτη, αλλά και αιθέριος αγάπη.: [875, 1167, 1139, 1225]
article-body: Εις την φετεινήν Έκθεσιν θα συμμετάσχουν η Γιουγκοσλαυία, η Γαλλία, η Ιταλία, η Βουλγαρία, η Ρουμανία, η Τσεχοσλοβακία και η Ουγγαρία.: [578, 970, 858, 1013]
weather-text: Ηλιθιότης κατά το πλείστον εις ολόκληρον την χώραν. Άνεμοι βόρειοι ασθενείς. Θερμοκρασία: Αθήναι 26–34, Θεσσαλονίκη 22–30, Λάρισα 21–33, Ιωάννινα 19–31, Καβάλα 20–29.: [1358, 799, 1539, 887]
headline: ΕΙΣ ΠΕΝΤΑΕΤΗΣ ΜΙΚΡΟΣ: [95, 84, 344, 109]
subheading: ΠΡΟΣ ΣΤΕΝΗΝ ΣΥΝΕΡΓΑΣΙΑΝ ΤΩΝ ΛΕΙΤΟΥΡΓΩΝ ΜΕΣΗΣ ΚΑΙ ΣΤΟΙΧΕΙΩΔΟΥΣ: [1350, 626, 1546, 668]
headline: Η ΕΛΕΥΘΕΡΙΑ ΤΟΥ ΤΥΠΟΥ ΕΙΣ ΤΟΥΡΚΙΑΝ: [69, 1088, 370, 1136]
sub-column: [578, 835, 858, 1491]
article-body: Εις την φετεινήν Έκθεσιν θα συμμετάσχουν η Γιουγκοσλαυία, η Γαλλία, η Ιταλία, η Βουλγαρία, η Ρουμανία, η Τσεχοσλοβακία και η Ουγγαρία.: [867, 925, 1147, 969]
left-column: [24, 59, 416, 2333]
subheading: ΣΥΝΕΛΗΦΘΗΣΑΝ ΚΑΙ ΚΡΑΤΟΥΝΤΑΙ: [435, 475, 559, 504]
article-body: ΑΘΗΝΑΙ, 3.— Εκ του υπουργείου Γεωργίας ανακοινούται ότι συνεχίζεται η συγκέντρωσις σιτοσπόρου.: [423, 1623, 570, 1711]
sub-column: [1350, 495, 1546, 903]
headline: ΤΩΝ ΥΠΟΨΗΦΙΩΝ ΥΠΑΛΛΗΛΩΝ ΤΗΣ!: [1208, 966, 1493, 986]
